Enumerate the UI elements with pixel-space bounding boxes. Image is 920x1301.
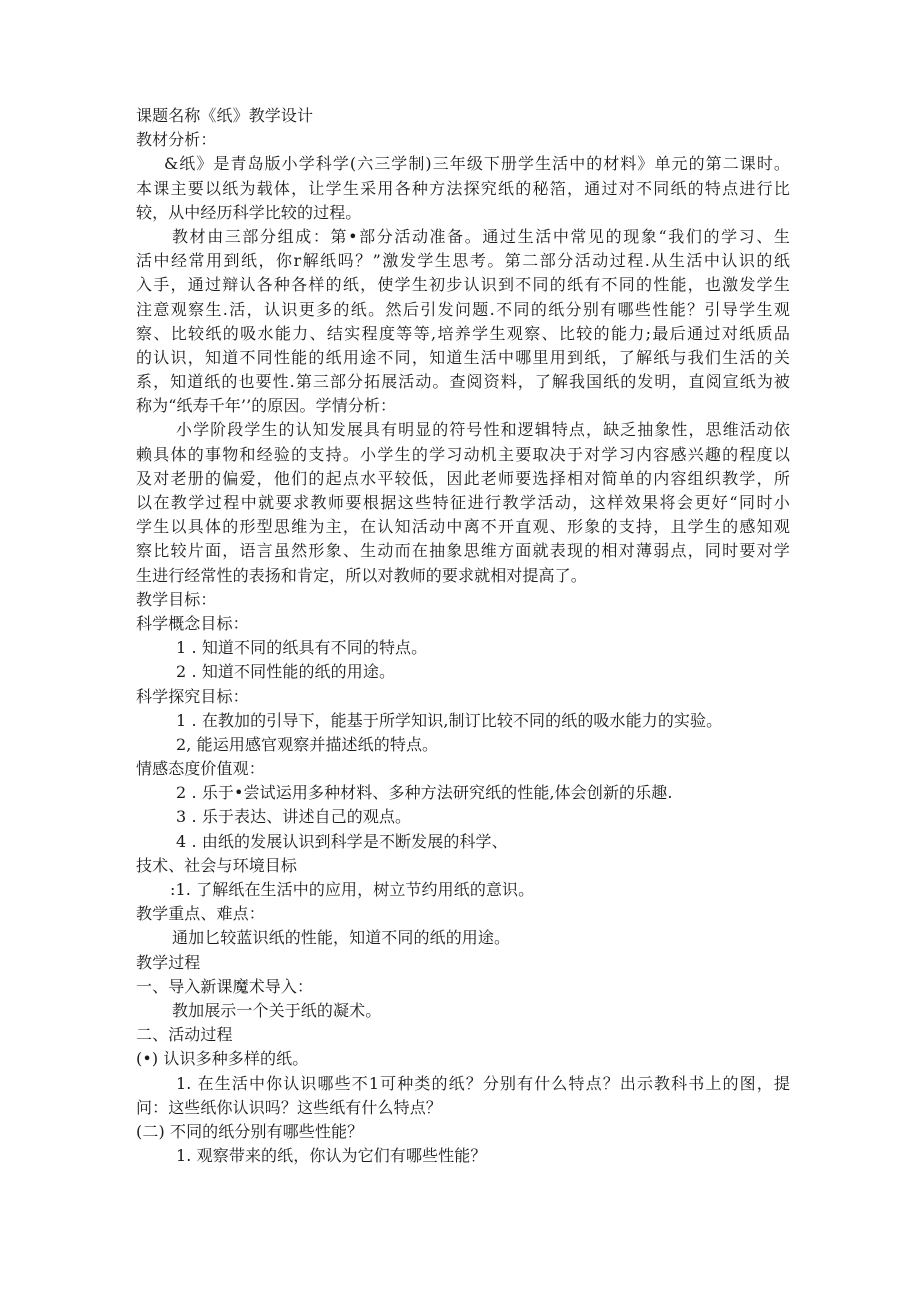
material-p2-line: 注意观察生.活，认识更多的纸。然后引发问题.不同的纸分别有哪些性能？引导学生观: [136, 299, 790, 319]
material-p2-line: 教材由三部分组成：第•部分活动准备。通过生活中常见的现象“我们的学习、生: [172, 226, 790, 246]
learner-line: 赖具体的事物和经验的支持。小学生的学习动机主要取决于对学习内容感兴趣的程度以: [136, 444, 790, 464]
doc-title: 课题名称《纸》教学设计: [136, 106, 314, 125]
material-p2-line: 系，知道纸的也要性.第三部分拓展活动。查阅资料，了解我国纸的发明，直阅宣纸为被: [136, 372, 790, 392]
inquiry-item: 1 . 在教加的引导下，能基于所学知识,制订比较不同的纸的吸水能力的实验。: [176, 710, 723, 730]
document-page: [136, 104, 790, 1168]
learner-line: 以在教学过程中就要求教师要根据这些特征进行教学活动，这样效果将会更好“同时小: [136, 493, 790, 512]
learner-line: 生进行经常性的表扬和肯定，所以对教师的要求就相对提高了。: [136, 565, 587, 585]
learner-line: 及对老册的偏爱，他们的起点水平较低，因此老师要选择相对简单的内容组织教学，所: [136, 468, 790, 488]
learner-line: 学生以具体的形型思维为主，在认知活动中离不开直观、形象的支持，且学生的感知观: [136, 517, 790, 537]
sts-heading: 技术、社会与环境目标: [136, 855, 298, 875]
attitude-item: 3 . 乐于表达、讲述自己的观点。: [176, 807, 412, 827]
step1-heading: 一、导入新课魔术导入：: [136, 976, 314, 996]
sub1-line: 问：这些纸你认识吗？这些纸有什么特点？: [136, 1097, 442, 1117]
learner-line: 察比较片面，语言虽然形象、生动而在抽象思维方面就表现的相对薄弱点，同时要对学: [136, 541, 790, 561]
material-p2-line: 活中经常用到纸，你r解纸吗？”激发学生思考。第二部分活动过程.从生活中认识的纸: [136, 251, 790, 271]
attitude-heading: 情感态度价值观：: [136, 759, 265, 779]
material-p2-line: 入手，通过辩认各种各样的纸，使学生初步认识到不同的纸有不同的性能，也激发学生: [136, 275, 790, 295]
goals-heading: 教学目标：: [136, 589, 217, 609]
material-p2-line: 察、比较纸的吸水能力、结实程度等等,培养学生观察、比较的能力;最后通过对纸质品: [136, 323, 790, 343]
step1-text: 教加展示一个关于纸的凝术。: [172, 1000, 382, 1020]
sub1-line: 1. 在生活中你认识哪些不1可种类的纸？分别有什么特点？出示教科书上的图，提: [176, 1073, 790, 1093]
concept-item: 2 . 知道不同性能的纸的用途。: [176, 662, 396, 682]
inquiry-heading: 科学探究目标：: [136, 686, 249, 706]
material-p1-line: 本课主要以纸为载体，让学生采用各种方法探究纸的秘箔，通过对不同纸的特点进行比: [136, 178, 790, 198]
material-p2-line: 的认识，知道不同性能的纸用途不同，知道生活中哪里用到纸，了解纸与我们生活的关: [136, 347, 790, 367]
step2-heading: 二、活动过程: [136, 1025, 233, 1045]
sts-item: :1. 了解纸在生活中的应用，树立节约用纸的意识。: [170, 880, 535, 899]
material-p1-line: 较，从中经历科学比较的过程。: [136, 202, 362, 222]
material-p2-line: 称为“纸寿千年’’的原因。学情分析：: [136, 396, 397, 416]
attitude-item: 2 . 乐于•尝试运用多种材料、多种方法研究纸的性能,体会创新的乐趣.: [176, 783, 673, 803]
key-heading: 教学重点、难点：: [136, 904, 265, 924]
sub1-heading: (•) 认识多种多样的纸。: [136, 1049, 309, 1069]
concept-item: 1 . 知道不同的纸具有不同的特点。: [176, 638, 428, 658]
material-p1-line: &纸》是青岛版小学科学(六三学制)三年级下册学生活中的材料》单元的第二课时。: [164, 154, 790, 174]
learner-line: 小学阶段学生的认知发展具有明显的符号性和逻辑特点，缺乏抽象性，思维活动依: [176, 420, 790, 440]
process-heading: 教学过程: [136, 952, 201, 972]
material-heading: 教材分析：: [136, 130, 217, 150]
key-text: 通加匕较蓝识纸的性能，知道不同的纸的用途。: [172, 928, 511, 948]
sub2-heading: (二) 不同的纸分别有哪些性能？: [136, 1121, 364, 1141]
inquiry-item: 2, 能运用感官观察并描述纸的特点。: [176, 734, 439, 754]
attitude-item: 4 . 由纸的发展认识到科学是不断发展的科学、: [176, 831, 508, 851]
concept-heading: 科学概念目标：: [136, 613, 249, 633]
sub2-text: 1. 观察带来的纸，你认为它们有哪些性能？: [176, 1146, 487, 1166]
